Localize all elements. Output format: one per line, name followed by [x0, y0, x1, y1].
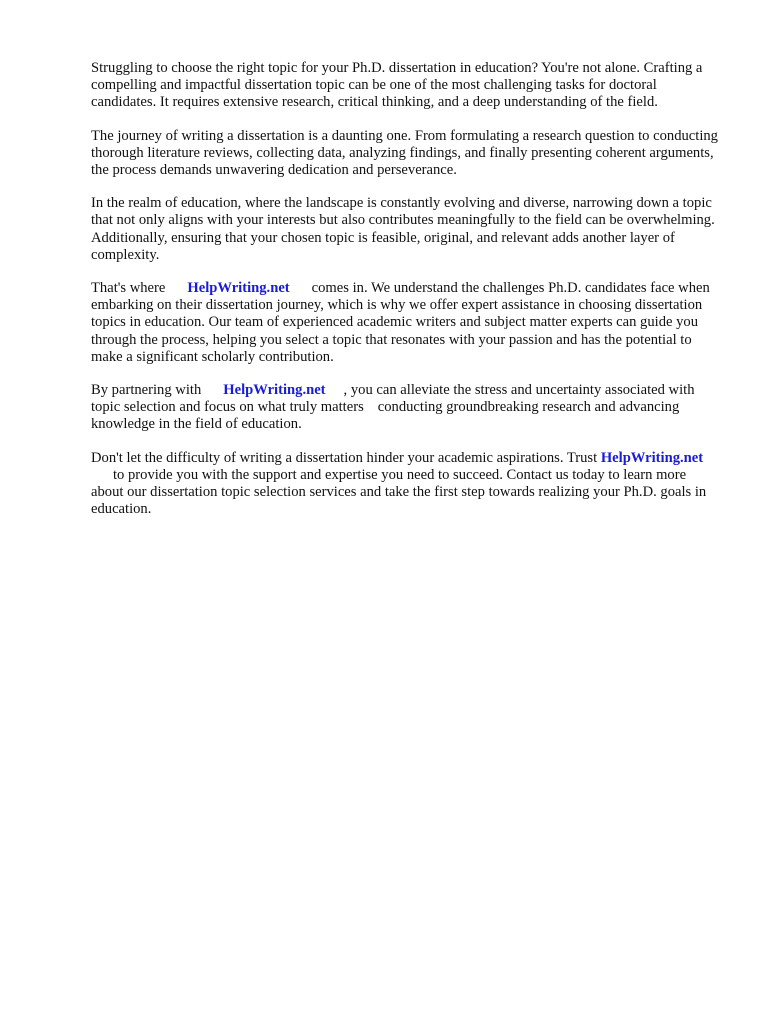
document-body: [91, 60, 721, 534]
paragraph-trust: [91, 450, 721, 519]
helpwriting-link[interactable]: HelpWriting.net: [187, 280, 290, 297]
paragraph-text: Don't let the difficulty of writing a dissertation hinder your academic aspirations. Trust: [91, 449, 598, 466]
paragraph-text: comes in. We understand the challenges Ph.D. candidates face when embarking on their dissertation journey, which is why we offer expert assistance in choosing dissertation topics in education. Our team of experienced academic writers and subject matter experts can guide you through the process, helping you select a topic that resonates with your passion and has the potential to make a significant scholarly contribution.: [91, 280, 710, 365]
helpwriting-link[interactable]: HelpWriting.net: [223, 382, 326, 399]
paragraph-realm: In the realm of education, where the landscape is constantly evolving and diverse, narrowing down a topic that not only aligns with your interests but also contributes meaningfully to the field can be overwhelming. Additionally, ensuring that your chosen topic is feasible, original, and relevant adds another layer of complexity.: [91, 195, 715, 263]
paragraph-journey: The journey of writing a dissertation is a daunting one. From formulating a research question to conducting thorough literature reviews, collecting data, analyzing findings, and finally presenting coherent arguments, the process demands unwavering dedication and perseverance.: [91, 127, 718, 179]
paragraph-text: , you can alleviate the stress and uncertainty associated with topic selection and focus on what truly matters: [91, 382, 695, 416]
helpwriting-link[interactable]: HelpWriting.net: [600, 449, 704, 466]
paragraph-intro: Struggling to choose the right topic for your Ph.D. dissertation in education? You're not alone. Crafting a compelling and impactful dissertation topic can be one of the most challenging tasks for doctoral candidates. It requires extensive research, critical thinking, and a deep understanding of the field.: [91, 60, 703, 111]
paragraph-text: conducting groundbreaking research and advancing knowledge in the field of education.: [91, 399, 680, 433]
paragraph-text: to provide you with the support and expertise you need to succeed. Contact us today to learn more about our dissertation topic selection services and take the first step towards realizing your Ph.D. goals in education.: [91, 466, 707, 518]
paragraph-text: That's where: [91, 280, 166, 297]
paragraph-thats-where: [91, 280, 721, 366]
paragraph-text: By partnering with: [91, 382, 202, 399]
paragraph-partnering: [91, 382, 721, 434]
